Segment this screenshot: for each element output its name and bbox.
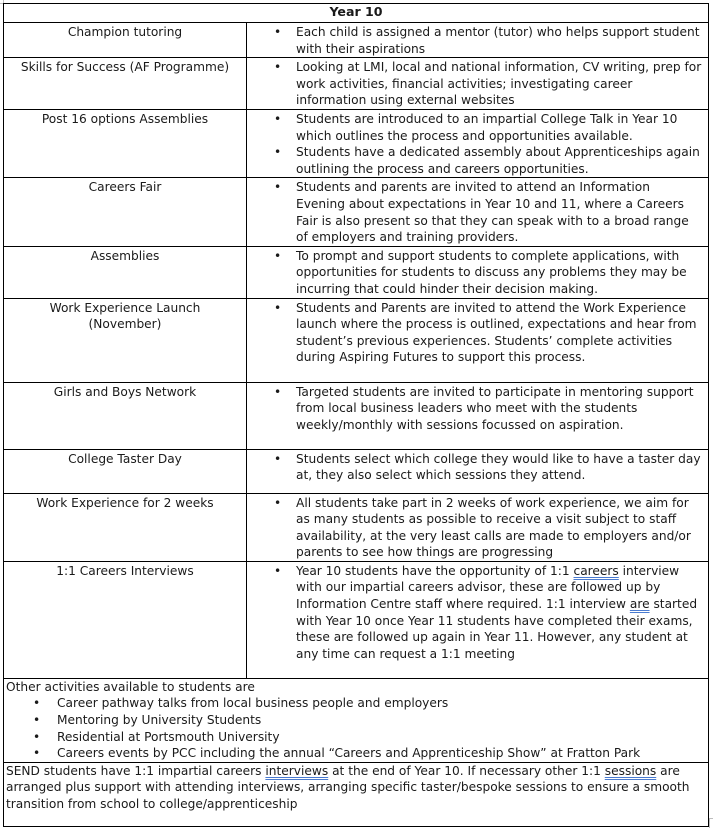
activity-label: Champion tutoring — [4, 23, 247, 58]
bullet-icon: • — [33, 713, 41, 728]
activity-label: Work Experience for 2 weeks — [4, 493, 247, 561]
list-item: • Looking at LMI, local and national information, CV writing, prep for work activities, financial activities; investigating career information using external websites — [274, 60, 702, 108]
table-header-row — [4, 4, 709, 23]
table-row-interviews — [4, 561, 709, 678]
bullet-icon: • — [274, 248, 282, 263]
table-row — [4, 493, 709, 561]
bullet-icon: • — [274, 60, 282, 75]
list-item: • Students and Parents are invited to attend the Work Experience launch where the process is outlined, expectations and hear from student’s previous experiences. Students’ complete activities during Aspiring Futures to support this process. — [274, 300, 697, 365]
activity-description — [247, 178, 709, 246]
list-item: • Year 10 students have the opportunity of 1:1 careers interview with our impartial careers advisor, these are followed up by Information Centre staff where required. 1:1 interview are started with Year 10 once Year 11 students have completed their exams, these are followed up again in Year 11. However, any student at any time can request a 1:1 meeting — [274, 563, 698, 661]
activity-description — [247, 23, 709, 58]
activity-description — [247, 298, 709, 382]
list-item: • All students take part in 2 weeks of work experience, we aim for as many students as possible to receive a visit subject to staff availability, at the very least calls are made to employers and/or parents to see how things are progressing — [274, 495, 691, 560]
other-activities-section — [4, 678, 709, 762]
activity-label: Post 16 options Assemblies — [4, 109, 247, 177]
activity-label: Assemblies — [4, 246, 247, 298]
spellcheck-flagged-word[interactable]: interviews — [265, 763, 329, 778]
bullet-icon: • — [274, 111, 282, 126]
table-title: Year 10 — [4, 4, 709, 23]
year-10-careers-table — [3, 3, 709, 827]
other-activities-row — [4, 678, 709, 762]
table-row — [4, 382, 709, 449]
list-item: • Residential at Portsmouth University — [33, 729, 280, 744]
activity-description — [247, 382, 709, 449]
list-item: • Students and parents are invited to attend an Information Evening about expectations in Year 10 and 11, where a Careers Fair is also present so that they can speak with to a broad range of employers and training providers. — [274, 180, 689, 245]
list-item: • Careers events by PCC including the annual “Careers and Apprenticeship Show” at Fratton Park — [33, 746, 641, 761]
spellcheck-flagged-word[interactable]: careers — [573, 563, 619, 578]
spellcheck-flagged-word[interactable]: are — [629, 597, 650, 612]
bullet-icon: • — [33, 746, 41, 761]
bullet-icon: • — [274, 300, 282, 315]
list-item: • Students select which college they would like to have a taster day at, they also select which sessions they attend. — [274, 451, 701, 483]
other-activities-intro: Other activities available to students are — [6, 679, 255, 694]
activity-description — [247, 449, 709, 493]
activity-label: Work Experience Launch (November) — [4, 298, 247, 382]
spellcheck-flagged-word[interactable]: sessions — [604, 763, 657, 778]
bullet-icon: • — [274, 25, 282, 39]
other-activities-list — [6, 695, 704, 761]
table-row — [4, 23, 709, 58]
list-item: • Students have a dedicated assembly about Apprenticeships again outlining the process and careers opportunities. — [274, 145, 700, 176]
activity-label: Careers Fair — [4, 178, 247, 246]
bullet-icon: • — [274, 145, 282, 160]
list-item: • Each child is assigned a mentor (tutor) who helps support student with their aspirations — [274, 25, 700, 56]
table-row — [4, 109, 709, 177]
bullet-icon: • — [274, 180, 282, 195]
bullet-icon: • — [274, 451, 282, 466]
activity-description — [247, 493, 709, 561]
list-item: • Mentoring by University Students — [33, 713, 262, 728]
send-row — [4, 762, 709, 826]
bullet-icon: • — [33, 696, 41, 711]
list-item: • Career pathway talks from local business people and employers — [33, 696, 449, 711]
list-item: • Targeted students are invited to participate in mentoring support from local business leaders who meet with the students weekly/monthly with sessions focussed on aspiration. — [274, 384, 694, 432]
activity-description — [247, 246, 709, 298]
activity-label: Girls and Boys Network — [4, 382, 247, 449]
table-row — [4, 449, 709, 493]
table-row — [4, 178, 709, 246]
activity-label: College Taster Day — [4, 449, 247, 493]
table-row — [4, 246, 709, 298]
table-row — [4, 298, 709, 382]
activity-description — [247, 58, 709, 110]
table-row — [4, 58, 709, 110]
activity-description — [247, 561, 709, 678]
bullet-icon: • — [33, 729, 41, 744]
list-item: • Students are introduced to an impartial College Talk in Year 10 which outlines the process and opportunities available. — [274, 111, 678, 143]
activity-label: 1:1 Careers Interviews — [4, 561, 247, 678]
bullet-icon: • — [274, 384, 282, 399]
activity-description — [247, 109, 709, 177]
send-paragraph: SEND students have 1:1 impartial careers interviews at the end of Year 10. If necessary other 1:1 sessions are arranged plus support with attending interviews, arranging specific taster/bespoke sessions to ensure a smooth transition from school to college/apprenticeship — [4, 762, 709, 826]
bullet-icon: • — [274, 563, 282, 578]
activity-label: Skills for Success (AF Programme) — [4, 58, 247, 110]
bullet-icon: • — [274, 495, 282, 510]
list-item: • To prompt and support students to complete applications, with opportunities for students to discuss any problems they may be incurring that could hinder their decision making. — [274, 248, 687, 296]
